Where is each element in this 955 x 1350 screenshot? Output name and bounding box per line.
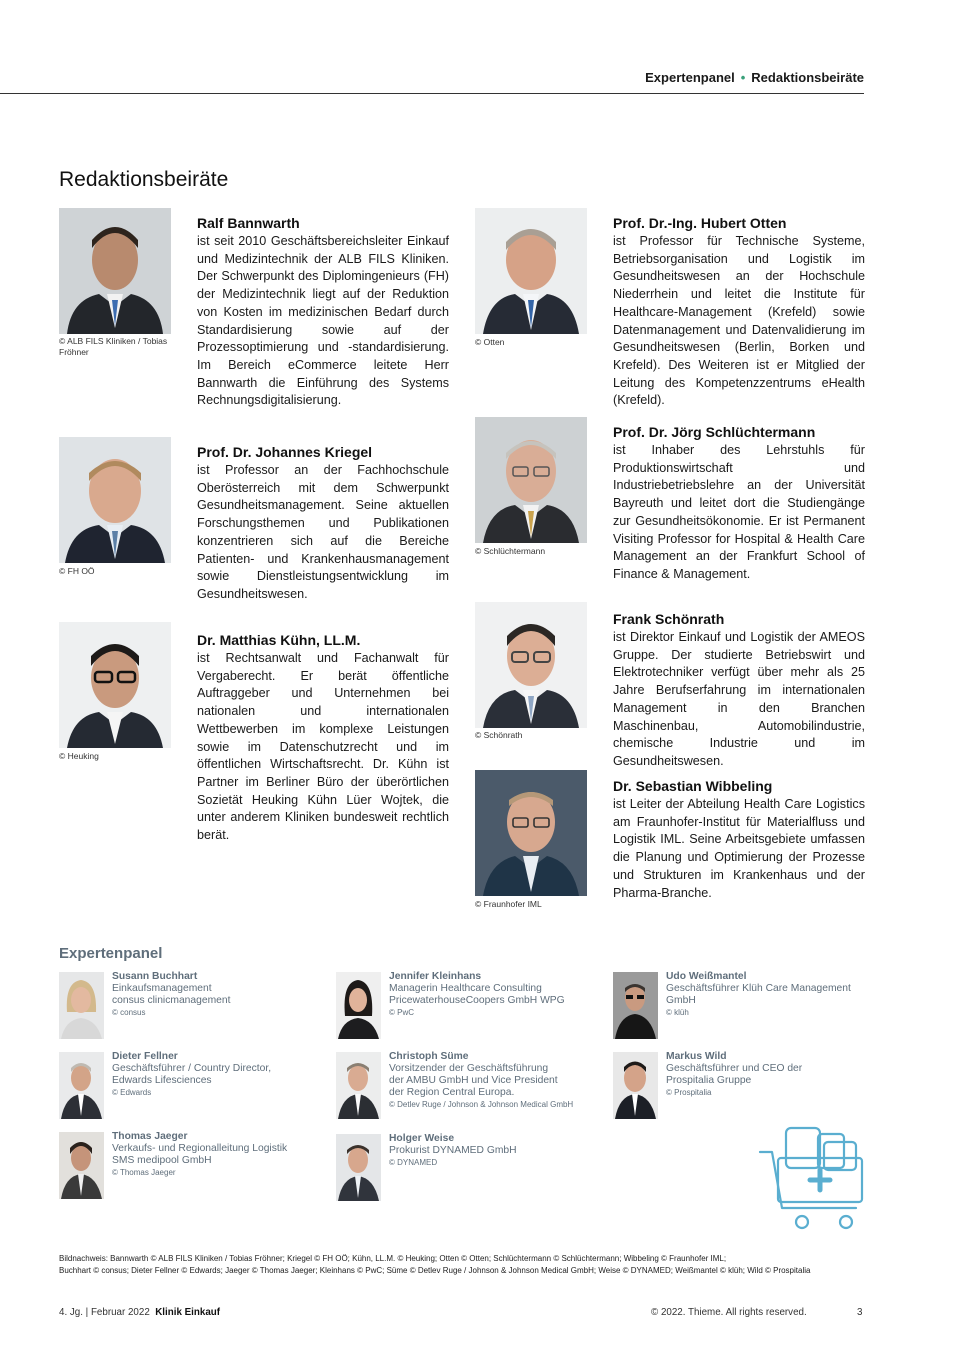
- expert-role-line: PricewaterhouseCoopers GmbH WPG: [389, 995, 565, 1006]
- expert-name: Holger Weise: [389, 1133, 455, 1144]
- expert-role-line: GmbH: [666, 995, 696, 1006]
- expert-photo: [613, 1052, 658, 1119]
- editor-description: ist Inhaber des Lehrstuhls für Produktionswirtschaft und Industriebetriebslehre an der Universität Bayreuth und leitet dort die Studiengänge zur Gesundheitsökonomie. Er ist Permanent Visiting Professor for Hospital & Health Care Management an der Frankfurt School of Finance & Management.: [613, 443, 865, 581]
- portrait-photo: [475, 602, 587, 728]
- expert-entry: [666, 971, 876, 1018]
- editor-description: ist Professor für Technische Systeme, Betriebsorganisation und Logistik im Gesundheitswesen an der Hochschule Niederrhein und leitet die Institute für Healthcare-Management (Krefeld) sowie Datenmanagement und Datenvalidierung im Gesundheitswesen (Berlin, Borken und Krefeld). Des Weiteren ist er Mitglied der Leitung des Kompetenzzentrums eHealth (Krefeld).: [613, 234, 865, 408]
- expert-credit: © Edwards: [112, 1088, 152, 1097]
- editor-name: Dr. Matthias Kühn, LL.M.: [197, 632, 361, 648]
- expert-photo: [59, 972, 104, 1039]
- photo-credit: © Schlüchtermann: [475, 546, 546, 556]
- expert-name: Christoph Süme: [389, 1051, 469, 1062]
- expert-credit: © PwC: [389, 1008, 415, 1017]
- expert-role-line: Vorsitzender der Geschäftsführung: [389, 1063, 549, 1074]
- photo-credit: © FH OÖ: [59, 566, 95, 576]
- expert-entry: [389, 1133, 599, 1168]
- header-breadcrumb: [645, 70, 864, 85]
- editor-bio: [613, 214, 865, 410]
- image-credits-line: Bildnachweis: Bannwarth © ALB FILS Kliniken / Tobias Fröhner; Kriegel © FH OÖ; Kühn, LL.M. © Heuking; Otten © Otten; Schlüchtermann © Schlüchtermann; Wibbeling © Fraunhofer IML;: [59, 1254, 727, 1263]
- expert-photo: [59, 1052, 104, 1119]
- expert-role-line: Geschäftsführer Klüh Care Management: [666, 983, 851, 994]
- editor-bio: [197, 443, 449, 604]
- footer-issue: [59, 1307, 220, 1318]
- expert-entry: [112, 1051, 322, 1098]
- expert-panel-title: Expertenpanel: [59, 945, 163, 962]
- photo-credit: © Otten: [475, 337, 505, 347]
- editor-bio: [613, 777, 865, 902]
- expert-name: Udo Weißmantel: [666, 971, 747, 982]
- editor-name: Prof. Dr. Johannes Kriegel: [197, 444, 373, 460]
- running-header: [0, 70, 864, 94]
- photo-credit: © Fraunhofer IML: [475, 899, 542, 909]
- expert-credit: © Prospitalia: [666, 1088, 712, 1097]
- image-credits-line: Buchhart © consus; Dieter Fellner © Edwards; Jaeger © Thomas Jaeger; Kleinhans © PwC; Süme © Detlev Ruge / Johnson & Johnson Medical GmbH; Weise © DYNAMED; Weißmantel © klüh; Wild © Prospitalia: [59, 1266, 811, 1275]
- portrait-photo: [59, 208, 171, 334]
- editor-bio: [613, 610, 865, 771]
- expert-role-line: consus clinicmanagement: [112, 995, 231, 1006]
- expert-credit: © Thomas Jaeger: [112, 1168, 176, 1177]
- expert-role-line: Geschäftsführer und CEO der: [666, 1063, 803, 1074]
- expert-role-line: Edwards Lifesciences: [112, 1075, 212, 1086]
- expert-role-line: Managerin Healthcare Consulting: [389, 983, 542, 994]
- shopping-cart-icon: [758, 1122, 868, 1237]
- portrait-photo: [59, 437, 171, 563]
- expert-name: Thomas Jaeger: [112, 1131, 188, 1142]
- editor-description: ist Direktor Einkauf und Logistik der AMEOS Gruppe. Der studierte Betriebswirt und Elektrotechniker verfügt über mehr als 25 Jahre Berufserfahrung im internationalen Management in den Branchen Maschinenbau, Automobilindustrie, chemische Industrie und im Gesundheitswesen.: [613, 630, 865, 768]
- expert-entry: [112, 971, 322, 1018]
- editor-bio: [613, 423, 865, 584]
- editor-description: ist Leiter der Abteilung Health Care Logistics am Fraunhofer-Institut für Materialfluss und Logistik IML. Seine Arbeitsgebiete umfassen die Planung und Optimierung der Prozesse und Strukturen im Krankenhaus und der Pharma-Branche.: [613, 797, 865, 900]
- expert-entry: [112, 1131, 322, 1178]
- footer-copyright: © 2022. Thieme. All rights reserved.: [651, 1307, 807, 1318]
- photo-credit: © Schönrath: [475, 730, 523, 740]
- expert-photo: [59, 1132, 104, 1199]
- expert-role-line: der Region Central Europa.: [389, 1087, 515, 1098]
- expert-role-line: Geschäftsführer / Country Director,: [112, 1063, 272, 1074]
- portrait-photo: [475, 417, 587, 543]
- editor-description: ist Professor an der Fachhochschule Oberösterreich mit dem Schwerpunkt Gesundheitsmanagement. Seine aktuellen Forschungsthemen und Publikationen konzentrieren sich auf die Bereiche Patienten- und Krankenhausmanagement sowie Dienstleistungsentwicklung im Gesundheitswesen.: [197, 463, 449, 601]
- page-title: Redaktionsbeiräte: [59, 168, 229, 191]
- editor-bio: [197, 631, 449, 845]
- expert-entry: [389, 971, 599, 1018]
- editor-description: ist seit 2010 Geschäftsbereichsleiter Einkauf und Medizintechnik der ALB FILS Kliniken. Der Schwerpunkt des Diplomingenieurs (FH) der Medizintechnik liegt auf der Reduktion von Kosten im medizinischen Bedarf durch Standardisierung sowie auf der Prozessoptimierung und -standardisierung. Im Bereich eCommerce leitete Herr Bannwarth die Einführung des Systems Rechnungsdigitalisierung.: [197, 234, 449, 408]
- expert-entry: [666, 1051, 876, 1098]
- expert-name: Jennifer Kleinhans: [389, 971, 482, 982]
- expert-credit: © consus: [112, 1008, 146, 1017]
- editor-name: Prof. Dr. Jörg Schlüchtermann: [613, 424, 816, 440]
- editor-bio: [197, 214, 449, 410]
- expert-role-line: Verkaufs- und Regionalleitung Logistik: [112, 1143, 288, 1154]
- expert-photo: [336, 972, 381, 1039]
- editor-name: Dr. Sebastian Wibbeling: [613, 778, 773, 794]
- expert-name: Dieter Fellner: [112, 1051, 178, 1062]
- header-section-label: Expertenpanel: [645, 70, 735, 85]
- expert-entry: [389, 1051, 599, 1110]
- portrait-photo: [59, 622, 171, 748]
- expert-role-line: der AMBU GmbH und Vice President: [389, 1075, 558, 1086]
- editor-name: Frank Schönrath: [613, 611, 725, 627]
- header-separator: •: [740, 70, 746, 85]
- footer-magazine-name: Klinik Einkauf: [155, 1307, 221, 1318]
- portrait-photo: [475, 770, 587, 896]
- expert-role-line: SMS medipool GmbH: [112, 1155, 212, 1166]
- expert-photo: [613, 972, 658, 1039]
- image-credits: [59, 1253, 869, 1277]
- footer-issue-text: 4. Jg. | Februar 2022: [59, 1307, 150, 1318]
- expert-name: Markus Wild: [666, 1051, 727, 1062]
- header-subsection-label: Redaktionsbeiräte: [751, 70, 864, 85]
- expert-name: Susann Buchhart: [112, 971, 198, 982]
- photo-credit: © ALB FILS Kliniken / Tobias Fröhner: [59, 336, 168, 357]
- expert-role-line: Einkaufsmanagement: [112, 983, 212, 994]
- expert-credit: © Detlev Ruge / Johnson & Johnson Medical GmbH: [389, 1100, 574, 1109]
- editor-description: ist Rechtsanwalt und Fachanwalt für Vergaberecht. Er berät öffentliche Auftraggeber und Unternehmen bei nationalen und internationalen Wettbewerben im komplexe Leistungen sowie im Datenschutzrecht und im öffentlichen Wirtschaftsrecht. Dr. Kühn ist Partner im Berliner Büro der überörtlichen Sozietät Heuking Kühn Lüer Wojtek, die unter anderem Kliniken bundesweit rechtlich berät.: [197, 651, 449, 843]
- expert-photo: [336, 1052, 381, 1119]
- expert-photo: [336, 1134, 381, 1201]
- expert-role-line: Prospitalia Gruppe: [666, 1075, 752, 1086]
- photo-credit: © Heuking: [59, 751, 99, 761]
- expert-credit: © DYNAMED: [389, 1158, 438, 1167]
- expert-credit: © klüh: [666, 1008, 689, 1017]
- expert-role-line: Prokurist DYNAMED GmbH: [389, 1145, 517, 1156]
- editor-name: Prof. Dr.-Ing. Hubert Otten: [613, 215, 787, 231]
- page-number: 3: [857, 1307, 863, 1318]
- editor-name: Ralf Bannwarth: [197, 215, 300, 231]
- portrait-photo: [475, 208, 587, 334]
